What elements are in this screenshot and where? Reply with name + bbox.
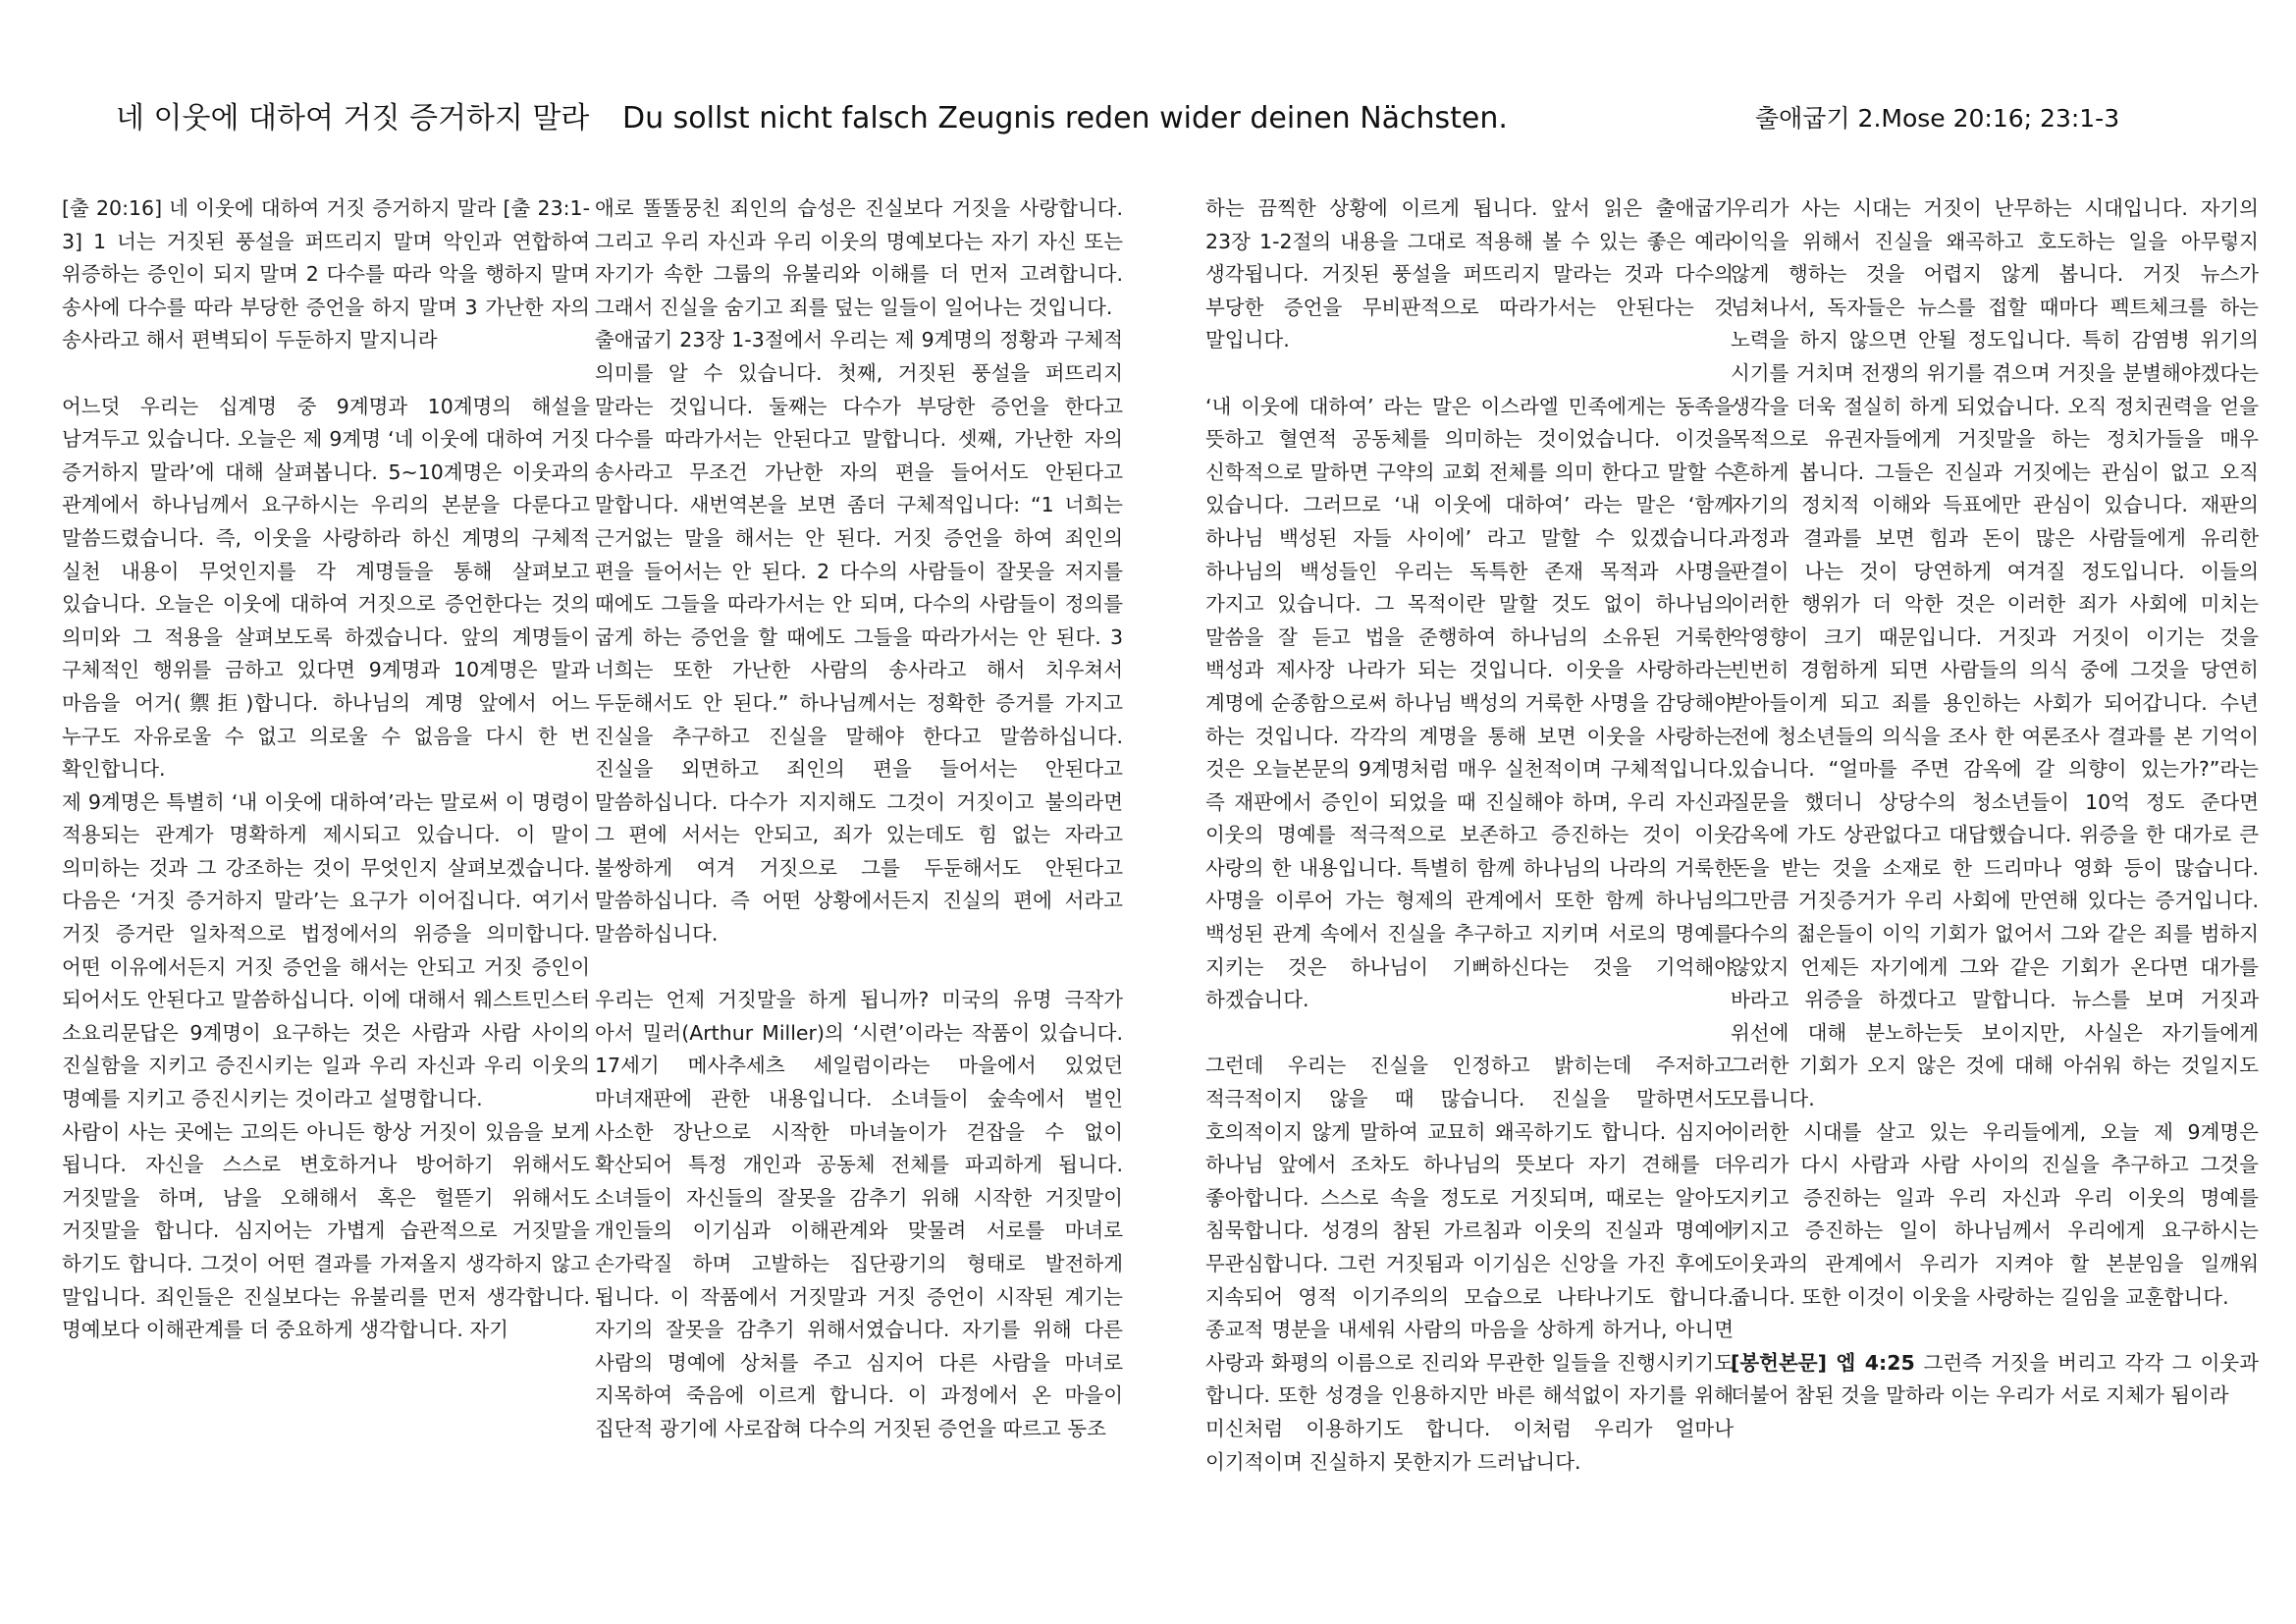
german-title: Du sollst nicht falsch Zeugnis reden wider deinen Nächsten. bbox=[622, 101, 1508, 135]
paragraph: 이러한 시대를 살고 있는 우리들에게, 오늘 제 9계명은 우리가 다시 사람과 사람 사이의 진실을 추구하고 그것을 지키고 증진하는 일과 우리 자신과 우리 이웃의 명예를 키지고 증진하는 일이 하나님께서 우리에게 요구하시는 이웃과의 관계에서 우리가 지켜야 할 본분임을 일깨워 줍니다. 또한 이것이 이웃을 사랑하는 길임을 교훈합니다. bbox=[1731, 1119, 2259, 1309]
paragraph: 사람이 사는 곳에는 고의든 아니든 항상 거짓이 있음을 보게 됩니다. 자신을 스스로 변호하거나 방어하기 위해서도 거짓말을 하며, 남을 오해해서 혹은 헐뜯기 위해서도 거짓말을 합니다. 심지어는 가볍게 습관적으로 거짓말을 하기도 합니다. 그것이 어떤 결과를 가져올지 생각하지 않고 말입니다. 죄인들은 진실보다는 유불리를 먼저 생각합니다. 명예보다 이해관계를 더 중요하게 생각합니다. 자기 bbox=[62, 1119, 590, 1342]
scripture-passage: [출 20:16] 네 이웃에 대하여 거짓 증거하지 말라 [출 23:1-3] 1 너는 거짓된 풍설을 퍼뜨리지 말며 악인과 연합하여 위증하는 증인이 되지 말며 2 다수를 따라 악을 행하지 말며 송사에 다수를 따라 부당한 증언을 하지 말며 3 가난한 자의 송사라고 해서 편벽되이 두둔하지 말지니라 bbox=[62, 196, 590, 352]
paragraph: 제 9계명은 특별히 ‘내 이웃에 대하여’라는 말로써 이 명령이 적용되는 관계가 명확하게 제시되고 있습니다. 이 말이 의미하는 것과 그 강조하는 것이 무엇인지 살펴보겠습니다. 다음은 ‘거짓 증거하지 말라’는 요구가 이어집니다. 여기서 거짓 증거란 일차적으로 법정에서의 위증을 의미합니다. 어떤 이유에서든지 거짓 증언을 해서는 안되고 거짓 증인이 되어서도 안된다고 말씀하십니다. 이에 대해서 웨스트민스터 소요리문답은 9계명이 요구하는 것은 사람과 사람 사이의 진실함을 지키고 증진시키는 일과 우리 자신과 우리 이웃의 명예를 지키고 증진시키는 것이라고 설명합니다. bbox=[62, 789, 590, 1111]
korean-title: 네 이웃에 대하여 거짓 증거하지 말라 bbox=[116, 101, 590, 135]
offering-text: 그런즉 거짓을 버리고 각각 그 이웃과 더불어 참된 것을 말하라 이는 우리가 서로 지체가 됨이라 bbox=[1731, 1350, 2259, 1408]
paragraph: 애로 똘똘뭉친 죄인의 습성은 진실보다 거짓을 사랑합니다. 그리고 우리 자신과 우리 이웃의 명예보다는 자기 자신 또는 자기가 속한 그룹의 유불리와 이해를 더 먼저 고려합니다. 그래서 진실을 숨기고 죄를 덮는 일들이 일어나는 것입니다. bbox=[595, 196, 1123, 319]
column-3 bbox=[1205, 192, 1734, 1479]
paragraph: 어느덧 우리는 십계명 중 9계명과 10계명의 해설을 남겨두고 있습니다. 오늘은 제 9계명 ‘네 이웃에 대하여 거짓 증거하지 말라’에 대해 살펴봅니다. 5~10계명은 이웃과의 관계에서 하나님께서 요구하시는 우리의 본분을 다룬다고 말씀드렸습니다. 즉, 이웃을 사랑하라 하신 계명의 구체적 실천 내용이 무엇인지를 각 계명들을 통해 살펴보고 있습니다. 오늘은 이웃에 대하여 거짓으로 증언한다는 것의 의미와 그 적용을 살펴보도록 하겠습니다. 앞의 계명들이 구체적인 행위를 금하고 있다면 9계명과 10계명은 말과 마음을 어거(禦拒)합니다. 하나님의 계명 앞에서 어느 누구도 자유로울 수 없고 의로울 수 없음을 다시 한 번 확인합니다. bbox=[62, 394, 590, 782]
column-1 bbox=[62, 192, 590, 1347]
offering-label: [봉헌본문] 엡 4:25 bbox=[1731, 1350, 1915, 1375]
column-4 bbox=[1731, 192, 2259, 1413]
paragraph: 출애굽기 23장 1-3절에서 우리는 제 9계명의 정황과 구체적 의미를 알 수 있습니다. 첫째, 거짓된 풍설을 퍼뜨리지 말라는 것입니다. 둘째는 다수가 부당한 증언을 한다고 다수를 따라가서는 안된다고 말합니다. 셋째, 가난한 자의 송사라고 무조건 가난한 자의 편을 들어서도 안된다고 말합니다. 새번역본을 보면 좀더 구체적입니다: “1 너희는 근거없는 말을 해서는 안 된다. 거짓 증언을 하여 죄인의 편을 들어서는 안 된다. 2 다수의 사람들이 잘못을 저지를 때에도 그들을 따라가서는 안 되며, 다수의 사람들이 정의를 굽게 하는 증언을 할 때에도 그들을 따라가서는 안 된다. 3 너희는 또한 가난한 사람의 송사라고 해서 치우쳐서 두둔해서도 안 된다.” 하나님께서는 정확한 증거를 가지고 진실을 추구하고 진실을 말해야 한다고 말씀하십니다. 진실을 외면하고 죄인의 편을 들어서는 안된다고 말씀하십니다. 다수가 지지해도 그것이 거짓이고 불의라면 그 편에 서서는 안되고, 죄가 있는데도 힘 없는 자라고 불쌍하게 여겨 거짓으로 그를 두둔해서도 안된다고 말씀하십니다. 즉 어떤 상황에서든지 진실의 편에 서라고 말씀하십니다. bbox=[595, 328, 1123, 947]
offering-passage bbox=[1731, 1347, 2259, 1413]
paragraph: 그런데 우리는 진실을 인정하고 밝히는데 주저하고 적극적이지 않을 때 많습니다. 진실을 말하면서도 호의적이지 않게 말하여 교묘히 왜곡하기도 합니다. 심지어 하나님 앞에서 조차도 하나님의 뜻보다 자기 견해를 더 좋아합니다. 스스로 속을 정도로 거짓되며, 때로는 알아도 침묵합니다. 성경의 참된 가르침과 이웃의 진실과 명예에 무관심합니다. 그런 거짓됨과 이기심은 신앙을 가진 후에도 지속되어 영적 이기주의의 모습으로 나타나기도 합니다. 종교적 명분을 내세워 사람의 마음을 상하게 하거나, 아니면 사랑과 화평의 이름으로 진리와 무관한 일들을 진행시키기도 합니다. 또한 성경을 인용하지만 바른 해석없이 자기를 위해 미신처럼 이용하기도 합니다. 이처럼 우리가 얼마나 이기적이며 진실하지 못한지가 드러납니다. bbox=[1205, 1054, 1734, 1474]
paragraph: 우리가 사는 시대는 거짓이 난무하는 시대입니다. 자기의 이익을 위해서 진실을 왜곡하고 호도하는 일을 아무렇지 않게 행하는 것을 어렵지 않게 봅니다. 거짓 뉴스가 넘쳐나서, 독자들은 뉴스를 접할 때마다 펙트체크를 하는 노력을 하지 않으면 안될 정도입니다. 특히 감염병 위기의 시기를 거치며 전쟁의 위기를 겪으며 거짓을 분별해야겠다는 생각을 더욱 절실히 하게 되었습니다. 오직 정치권력을 얻을 목적으로 유권자들에게 거짓말을 하는 정치가들을 매우 흔하게 봅니다. 그들은 진실과 거짓에는 관심이 없고 오직 자기의 정치적 이해와 득표에만 관심이 있습니다. 재판의 과정과 결과를 보면 힘과 돈이 많은 사람들에게 유리한 판결이 나는 것이 당연하게 여겨질 정도입니다. 이들의 이러한 행위가 더 악한 것은 이러한 죄가 사회에 미치는 악영향이 크기 때문입니다. 거짓과 거짓이 이기는 것을 빈번히 경험하게 되면 사람들의 의식 중에 그것을 당연히 받아들이게 되고 죄를 용인하는 사회가 되어갑니다. 수년 전에 청소년들의 의식을 조사 한 여론조사 결과를 본 기억이 있습니다. “얼마를 주면 감옥에 갈 의향이 있는가?”라는 질문을 했더니 상당수의 청소년들이 10억 정도 준다면 감옥에 가도 상관없다고 대답했습니다. 위증을 한 대가로 큰 돈을 받는 것을 소재로 한 드리마나 영화 등이 많습니다. 그만큼 거짓증거가 우리 사회에 만연해 있다는 증거입니다. 다수의 젊은들이 이익 기회가 없어서 그와 같은 죄를 범하지 않았지 언제든 자기에게 그와 같은 기회가 온다면 대가를 바라고 위증을 하겠다고 말합니다. 뉴스를 보며 거짓과 위선에 대해 분노하는듯 보이지만, 사실은 자기들에게 그러한 기회가 오지 않은 것에 대해 아쉬워 하는 것일지도 모릅니다. bbox=[1731, 196, 2259, 1111]
paragraph: ‘내 이웃에 대하여’ 라는 말은 이스라엘 민족에게는 동족을 뜻하고 혈연적 공동체를 의미하는 것이었습니다. 이것을 신학적으로 말하면 구약의 교회 전체를 의미 한다고 말할 수 있습니다. 그러므로 ‘내 이웃에 대하여’ 라는 말은 ‘함께 하나님 백성된 자들 사이에’ 라고 말할 수 있겠습니다. 하나님의 백성들인 우리는 독특한 존재 목적과 사명을 가지고 있습니다. 그 목적이란 말할 것도 없이 하나님의 말씀을 잘 듣고 법을 준행하여 하나님의 소유된 거룩한 백성과 제사장 나라가 되는 것입니다. 이웃을 사랑하라는 계명에 순종함으로써 하나님 백성의 거룩한 사명을 감당해야 하는 것입니다. 각각의 계명을 통해 보면 이웃을 사랑하는 것은 오늘본문의 9계명처럼 매우 실천적이며 구체적입니다. 즉 재판에서 증인이 되었을 때 진실해야 하며, 우리 자신과 이웃의 명예를 적극적으로 보존하고 증진하는 것이 이웃 사랑의 한 내용입니다. 특별히 함께 하나님의 나라의 거룩한 사명을 이루어 가는 형제의 관계에서 또한 함께 하나님의 백성된 관계 속에서 진실을 추구하고 지키며 서로의 명예를 지키는 것은 하나님이 기뻐하신다는 것을 기억해야 하겠습니다. bbox=[1205, 394, 1734, 1012]
page-header bbox=[0, 94, 2296, 143]
column-2 bbox=[595, 192, 1123, 1446]
scripture-reference: 출애굽기 2.Mose 20:16; 23:1-3 bbox=[1755, 104, 2120, 133]
paragraph: 우리는 언제 거짓말을 하게 됩니까? 미국의 유명 극작가 아서 밀러(Arthur Miller)의 ‘시련’이라는 작품이 있습니다. 17세기 메사추세츠 세일럼이라는 마을에서 있었던 마녀재판에 관한 내용입니다. 소녀들이 숲속에서 벌인 사소한 장난으로 시작한 마녀놀이가 걷잡을 수 없이 확산되어 특정 개인과 공동체 전체를 파괴하게 됩니다. 소녀들이 자신들의 잘못을 감추기 위해 시작한 거짓말이 개인들의 이기심과 이해관계와 맞물려 서로를 마녀로 손가락질 하며 고발하는 집단광기의 형태로 발전하게 됩니다. 이 작품에서 거짓말과 거짓 증언이 시작된 계기는 자기의 잘못을 감추기 위해서였습니다. 자기를 위해 다른 사람의 명예에 상처를 주고 심지어 다른 사람을 마녀로 지목하여 죽음에 이르게 합니다. 이 과정에서 온 마을이 집단적 광기에 사로잡혀 다수의 거짓된 증언을 따르고 동조 bbox=[595, 988, 1123, 1440]
paragraph: 하는 끔찍한 상황에 이르게 됩니다. 앞서 읽은 출애굽기 23장 1-2절의 내용을 그대로 적용해 볼 수 있는 좋은 예라 생각됩니다. 거짓된 풍설을 퍼뜨리지 말라는 것과 다수의 부당한 증언을 무비판적으로 따라가서는 안된다는 것 말입니다. bbox=[1205, 196, 1734, 352]
